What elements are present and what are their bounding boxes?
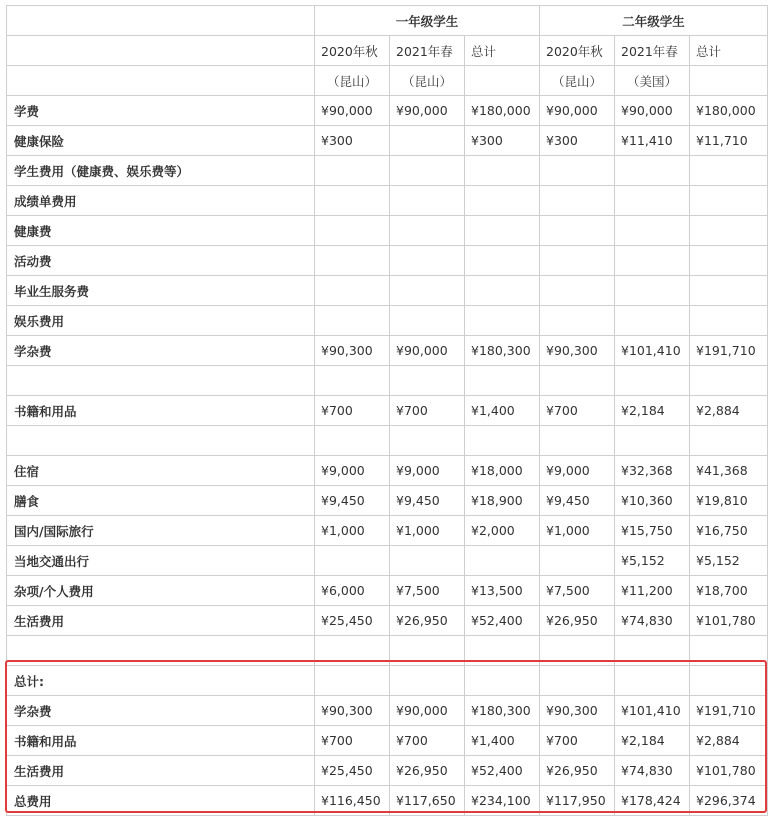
value-cell: ¥90,000 [390,96,465,126]
location-header [690,66,768,96]
value-cell: ¥74,830 [615,606,690,636]
value-cell [540,666,615,696]
value-cell [615,156,690,186]
value-cell: ¥191,710 [690,336,768,366]
cost-table [6,5,768,816]
value-cell [315,216,390,246]
row-label: 住宿 [7,456,315,486]
value-cell [690,216,768,246]
row-label: 健康保险 [7,126,315,156]
table-row [7,336,768,366]
value-cell [615,306,690,336]
corner-cell [7,36,315,66]
table-row [7,756,768,786]
value-cell [390,246,465,276]
value-cell: ¥9,000 [390,456,465,486]
value-cell [390,666,465,696]
value-cell: ¥234,100 [465,786,540,816]
table-row [7,306,768,336]
table-row [7,456,768,486]
value-cell: ¥41,368 [690,456,768,486]
value-cell [390,546,465,576]
value-cell [390,216,465,246]
table-row [7,516,768,546]
table-row [7,96,768,126]
value-cell [315,366,390,396]
value-cell: ¥101,780 [690,756,768,786]
value-cell: ¥700 [315,396,390,426]
value-cell [615,426,690,456]
value-cell: ¥9,000 [540,456,615,486]
value-cell: ¥2,184 [615,396,690,426]
row-label [7,636,315,666]
location-header: （昆山） [540,66,615,96]
term-header: 2020年秋 [315,36,390,66]
value-cell: ¥9,450 [315,486,390,516]
header-row-terms [7,36,768,66]
table-row [7,426,768,456]
group-header-year2: 二年级学生 [540,6,768,36]
value-cell: ¥300 [540,126,615,156]
value-cell [690,156,768,186]
row-label: 毕业生服务费 [7,276,315,306]
value-cell [690,636,768,666]
value-cell [315,186,390,216]
value-cell: ¥26,950 [540,606,615,636]
table-row [7,186,768,216]
value-cell [465,366,540,396]
table-row [7,366,768,396]
corner-cell [7,6,315,36]
value-cell: ¥700 [390,396,465,426]
value-cell: ¥11,410 [615,126,690,156]
value-cell [615,366,690,396]
value-cell: ¥90,000 [540,96,615,126]
table-row [7,726,768,756]
row-label: 学杂费 [7,696,315,726]
value-cell: ¥25,450 [315,756,390,786]
value-cell: ¥101,780 [690,606,768,636]
value-cell [390,306,465,336]
value-cell: ¥6,000 [315,576,390,606]
table-row [7,276,768,306]
value-cell [465,666,540,696]
value-cell [540,186,615,216]
value-cell: ¥11,200 [615,576,690,606]
row-label: 健康费 [7,216,315,246]
value-cell [390,126,465,156]
row-label: 总费用 [7,786,315,816]
value-cell: ¥7,500 [540,576,615,606]
value-cell: ¥2,000 [465,516,540,546]
row-label: 书籍和用品 [7,396,315,426]
value-cell: ¥90,300 [315,336,390,366]
table-row [7,396,768,426]
table-row [7,576,768,606]
header-row-locations [7,66,768,96]
value-cell: ¥90,000 [390,696,465,726]
row-label: 膳食 [7,486,315,516]
value-cell [690,366,768,396]
value-cell: ¥74,830 [615,756,690,786]
value-cell [315,276,390,306]
value-cell: ¥5,152 [690,546,768,576]
value-cell: ¥180,300 [465,696,540,726]
value-cell: ¥116,450 [315,786,390,816]
term-header: 2021年春 [615,36,690,66]
value-cell [540,306,615,336]
value-cell [390,276,465,306]
row-label: 娱乐费用 [7,306,315,336]
value-cell: ¥180,300 [465,336,540,366]
value-cell: ¥18,700 [690,576,768,606]
value-cell: ¥191,710 [690,696,768,726]
value-cell: ¥9,450 [390,486,465,516]
value-cell: ¥26,950 [390,606,465,636]
row-label: 学杂费 [7,336,315,366]
value-cell: ¥15,750 [615,516,690,546]
row-label: 书籍和用品 [7,726,315,756]
value-cell [540,246,615,276]
value-cell: ¥2,884 [690,396,768,426]
value-cell: ¥32,368 [615,456,690,486]
value-cell [465,246,540,276]
value-cell: ¥52,400 [465,606,540,636]
row-label: 生活费用 [7,606,315,636]
value-cell: ¥5,152 [615,546,690,576]
row-label: 当地交通出行 [7,546,315,576]
value-cell [390,636,465,666]
value-cell: ¥90,000 [615,96,690,126]
location-header: （昆山） [315,66,390,96]
value-cell [465,636,540,666]
value-cell [465,306,540,336]
table-row [7,216,768,246]
value-cell: ¥101,410 [615,336,690,366]
value-cell: ¥16,750 [690,516,768,546]
value-cell [615,666,690,696]
value-cell: ¥296,374 [690,786,768,816]
value-cell: ¥1,400 [465,396,540,426]
group-header-year1: 一年级学生 [315,6,540,36]
value-cell [615,186,690,216]
row-label [7,366,315,396]
table-row [7,126,768,156]
value-cell: ¥117,650 [390,786,465,816]
row-label: 学费 [7,96,315,126]
value-cell [465,156,540,186]
term-header: 总计 [690,36,768,66]
value-cell: ¥300 [465,126,540,156]
location-header: （美国） [615,66,690,96]
table-row [7,666,768,696]
value-cell: ¥18,900 [465,486,540,516]
value-cell [390,426,465,456]
row-label: 总计: [7,666,315,696]
term-header: 总计 [465,36,540,66]
value-cell: ¥9,450 [540,486,615,516]
value-cell [465,186,540,216]
value-cell [540,546,615,576]
value-cell [465,546,540,576]
table-row [7,246,768,276]
value-cell [390,186,465,216]
location-header [465,66,540,96]
value-cell [465,216,540,246]
table-row [7,156,768,186]
value-cell [465,276,540,306]
row-label: 杂项/个人费用 [7,576,315,606]
value-cell: ¥13,500 [465,576,540,606]
value-cell: ¥90,300 [540,696,615,726]
table-row [7,546,768,576]
value-cell: ¥10,360 [615,486,690,516]
location-header: （昆山） [390,66,465,96]
value-cell: ¥11,710 [690,126,768,156]
value-cell: ¥26,950 [390,756,465,786]
value-cell [315,636,390,666]
term-header: 2020年秋 [540,36,615,66]
value-cell [315,156,390,186]
value-cell [315,246,390,276]
value-cell [615,276,690,306]
value-cell [540,636,615,666]
value-cell: ¥90,000 [315,96,390,126]
value-cell [390,156,465,186]
value-cell [690,666,768,696]
value-cell: ¥700 [540,726,615,756]
value-cell: ¥25,450 [315,606,390,636]
row-label: 国内/国际旅行 [7,516,315,546]
table-row [7,636,768,666]
value-cell: ¥178,424 [615,786,690,816]
row-label: 生活费用 [7,756,315,786]
table-row [7,606,768,636]
value-cell [615,636,690,666]
value-cell: ¥117,950 [540,786,615,816]
value-cell [465,426,540,456]
table-row [7,486,768,516]
value-cell: ¥9,000 [315,456,390,486]
term-header: 2021年春 [390,36,465,66]
value-cell: ¥90,300 [315,696,390,726]
value-cell: ¥700 [540,396,615,426]
value-cell [540,216,615,246]
value-cell: ¥180,000 [465,96,540,126]
value-cell [540,276,615,306]
row-label: 成绩单费用 [7,186,315,216]
value-cell: ¥7,500 [390,576,465,606]
value-cell [690,276,768,306]
value-cell [615,246,690,276]
value-cell [690,186,768,216]
value-cell [540,426,615,456]
value-cell: ¥18,000 [465,456,540,486]
row-label: 活动费 [7,246,315,276]
value-cell [315,666,390,696]
value-cell: ¥2,184 [615,726,690,756]
value-cell [315,546,390,576]
value-cell: ¥1,000 [315,516,390,546]
corner-cell [7,66,315,96]
value-cell [540,366,615,396]
value-cell: ¥1,400 [465,726,540,756]
value-cell [615,216,690,246]
value-cell [390,366,465,396]
value-cell [690,426,768,456]
value-cell: ¥700 [315,726,390,756]
value-cell: ¥180,000 [690,96,768,126]
value-cell [690,246,768,276]
value-cell: ¥26,950 [540,756,615,786]
value-cell: ¥52,400 [465,756,540,786]
header-row-groups [7,6,768,36]
value-cell: ¥300 [315,126,390,156]
value-cell: ¥90,300 [540,336,615,366]
row-label [7,426,315,456]
table-row [7,696,768,726]
value-cell [690,306,768,336]
value-cell: ¥19,810 [690,486,768,516]
table-row [7,786,768,816]
value-cell: ¥90,000 [390,336,465,366]
value-cell: ¥1,000 [390,516,465,546]
value-cell [315,306,390,336]
value-cell: ¥2,884 [690,726,768,756]
row-label: 学生费用（健康费、娱乐费等） [7,156,315,186]
value-cell: ¥1,000 [540,516,615,546]
value-cell: ¥101,410 [615,696,690,726]
value-cell [315,426,390,456]
value-cell [540,156,615,186]
value-cell: ¥700 [390,726,465,756]
